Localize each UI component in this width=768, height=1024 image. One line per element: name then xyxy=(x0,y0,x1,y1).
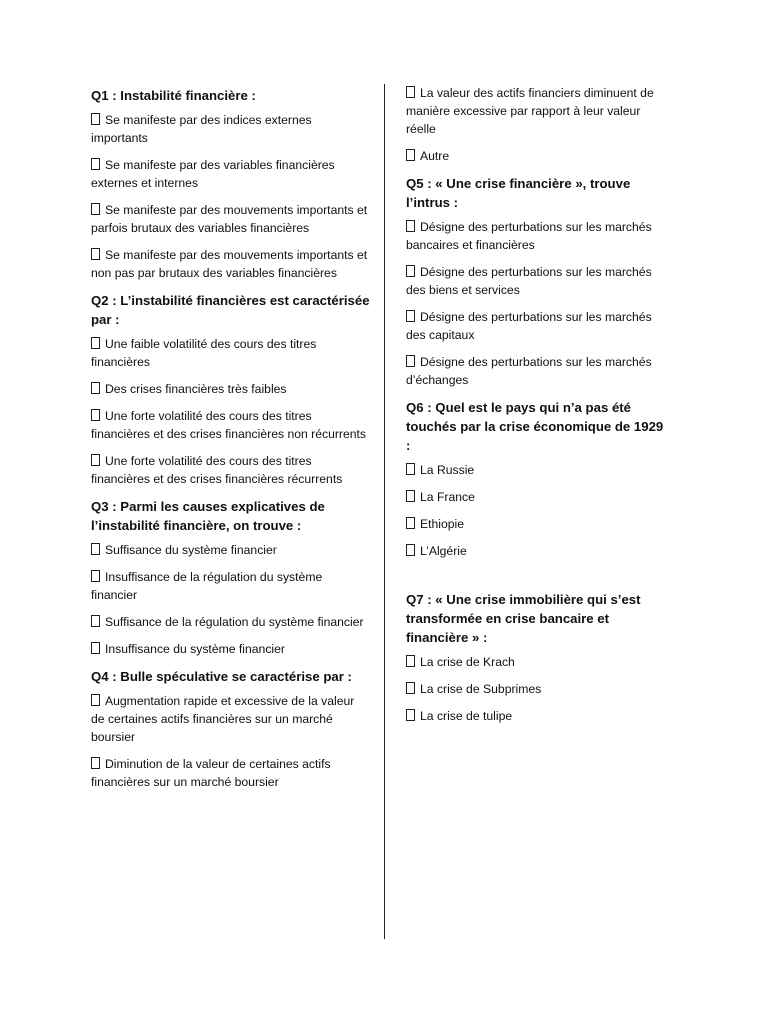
checkbox-icon[interactable] xyxy=(91,615,100,627)
checkbox-icon[interactable] xyxy=(91,694,100,706)
q3-option-3[interactable]: Suffisance de la régulation du système financier xyxy=(91,613,371,631)
checkbox-icon[interactable] xyxy=(406,709,415,721)
column-divider xyxy=(384,84,385,939)
checkbox-icon[interactable] xyxy=(91,454,100,466)
q2-option-2[interactable]: Des crises financières très faibles xyxy=(91,380,371,398)
q5-option-1[interactable]: Désigne des perturbations sur les marchés bancaires et financières xyxy=(406,220,652,252)
checkbox-icon[interactable] xyxy=(91,248,100,260)
q4-option-3[interactable]: La valeur des actifs financiers diminuent de manière excessive par rapport à leur valeur réelle xyxy=(406,86,654,136)
q4-option-2[interactable]: Diminution de la valeur de certaines actifs financières sur un marché boursier xyxy=(91,757,331,789)
q3-option-1[interactable]: Suffisance du système financier xyxy=(91,541,371,559)
checkbox-icon[interactable] xyxy=(406,682,415,694)
q1-option-1[interactable]: Se manifeste par des indices externes importants xyxy=(91,113,312,145)
q6-option-2[interactable]: La France xyxy=(406,488,670,506)
checkbox-icon[interactable] xyxy=(91,113,100,125)
checkbox-icon[interactable] xyxy=(406,265,415,277)
checkbox-icon[interactable] xyxy=(91,409,100,421)
question-6-title: Q6 : Quel est le pays qui n’a pas été touchés par la crise économique de 1929 : xyxy=(406,400,664,453)
q3-option-2[interactable]: Insuffisance de la régulation du système financier xyxy=(91,570,323,602)
q2-option-4[interactable]: Une forte volatilité des cours des titres financières et des crises financières récurrents xyxy=(91,454,343,486)
checkbox-icon[interactable] xyxy=(406,310,415,322)
checkbox-icon[interactable] xyxy=(91,337,100,349)
checkbox-icon[interactable] xyxy=(406,517,415,529)
checkbox-icon[interactable] xyxy=(406,355,415,367)
q2-option-3[interactable]: Une forte volatilité des cours des titres financières et des crises financières non récurrents xyxy=(91,409,367,441)
checkbox-icon[interactable] xyxy=(406,490,415,502)
question-5-title: Q5 : « Une crise financière », trouve l’intrus : xyxy=(406,176,631,210)
checkbox-icon[interactable] xyxy=(406,86,415,98)
q3-option-4[interactable]: Insuffisance du système financier xyxy=(91,640,371,658)
q5-option-3[interactable]: Désigne des perturbations sur les marchés des capitaux xyxy=(406,310,652,342)
checkbox-icon[interactable] xyxy=(91,570,100,582)
question-2-title: Q2 : L’instabilité financières est caractérisée par : xyxy=(91,293,370,327)
q6-option-4[interactable]: L’Algérie xyxy=(406,542,670,560)
q1-option-2[interactable]: Se manifeste par des variables financières externes et internes xyxy=(91,158,335,190)
q7-option-1[interactable]: La crise de Krach xyxy=(406,653,670,671)
checkbox-icon[interactable] xyxy=(91,158,100,170)
checkbox-icon[interactable] xyxy=(91,642,100,654)
checkbox-icon[interactable] xyxy=(406,544,415,556)
checkbox-icon[interactable] xyxy=(406,655,415,667)
question-3-title: Q3 : Parmi les causes explicatives de l’instabilité financière, on trouve : xyxy=(91,499,325,533)
q4-option-1[interactable]: Augmentation rapide et excessive de la valeur de certaines actifs financières sur un marché boursier xyxy=(91,694,355,744)
left-column xyxy=(91,84,371,800)
right-column xyxy=(406,84,670,734)
checkbox-icon[interactable] xyxy=(91,203,100,215)
q1-option-3[interactable]: Se manifeste par des mouvements importants et parfois brutaux des variables financières xyxy=(91,203,368,235)
checkbox-icon[interactable] xyxy=(406,149,415,161)
checkbox-icon[interactable] xyxy=(406,220,415,232)
checkbox-icon[interactable] xyxy=(91,543,100,555)
question-4-title: Q4 : Bulle spéculative se caractérise par : xyxy=(91,669,352,684)
checkbox-icon[interactable] xyxy=(406,463,415,475)
q7-option-2[interactable]: La crise de Subprimes xyxy=(406,680,670,698)
checkbox-icon[interactable] xyxy=(91,382,100,394)
q4-option-4[interactable]: Autre xyxy=(406,147,670,165)
q6-option-3[interactable]: Ethiopie xyxy=(406,515,670,533)
q5-option-2[interactable]: Désigne des perturbations sur les marchés des biens et services xyxy=(406,265,652,297)
q2-option-1[interactable]: Une faible volatilité des cours des titres financières xyxy=(91,337,317,369)
q5-option-4[interactable]: Désigne des perturbations sur les marchés d’échanges xyxy=(406,355,652,387)
q6-option-1[interactable]: La Russie xyxy=(406,461,670,479)
q1-option-4[interactable]: Se manifeste par des mouvements importants et non pas par brutaux des variables financières xyxy=(91,248,368,280)
checkbox-icon[interactable] xyxy=(91,757,100,769)
q7-option-3[interactable]: La crise de tulipe xyxy=(406,707,670,725)
question-7-title: Q7 : « Une crise immobilière qui s’est transformée en crise bancaire et financière » : xyxy=(406,592,641,645)
question-1-title: Q1 : Instabilité financière : xyxy=(91,88,256,103)
